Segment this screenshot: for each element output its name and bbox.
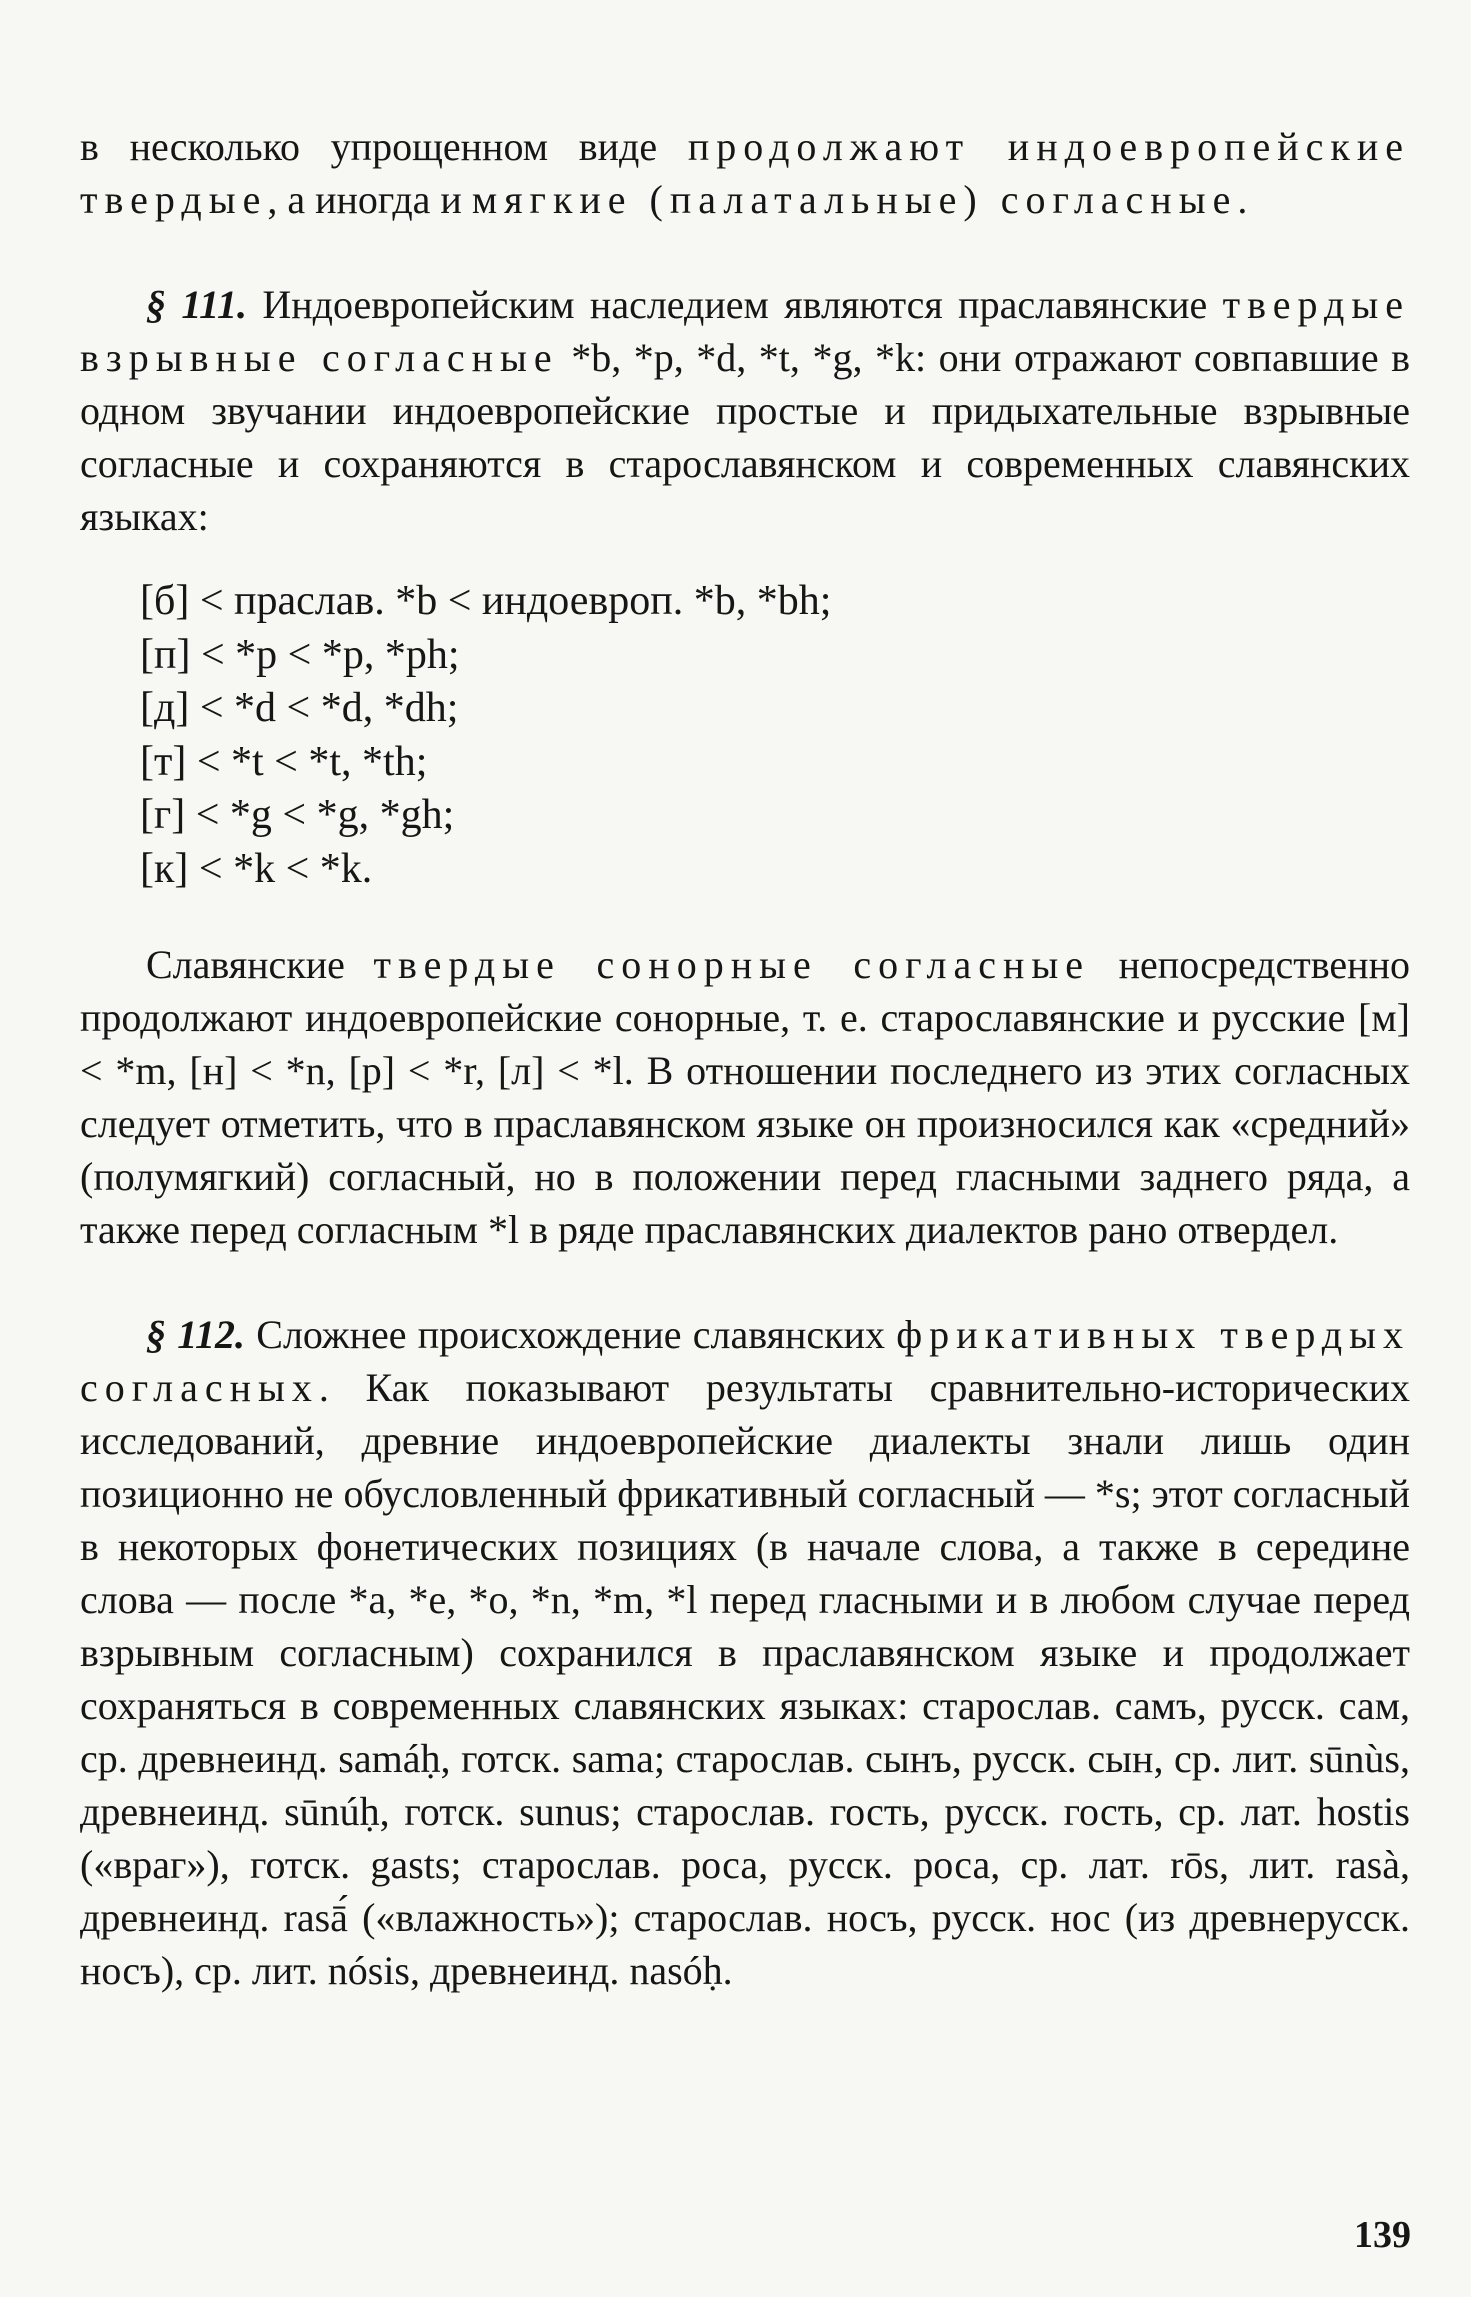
correspondence-line: [п] < *p < *p, *ph;: [140, 631, 460, 678]
intro-spaced-1: продолжают индоевропейские твердые: [80, 124, 1410, 222]
sonorant-spaced: твердые сонорные согласные: [373, 942, 1090, 987]
intro-spaced-2: мягкие (палатальные) согласные: [471, 177, 1238, 222]
correspondence-list: [80, 575, 1410, 896]
correspondence-line: [г] < *g < *g, *gh;: [140, 792, 455, 838]
sonorant-paragraph: [80, 938, 1410, 1256]
page-number: 139: [1354, 2214, 1411, 2256]
section-111-text-2: *b, *p, *d, *t, *g, *k: они отражают совпавшие в одном звучании индоевропейские простые и придыхательные взрывные согласные и сохраняются в старославянском и современных славянских языках:: [80, 335, 1410, 539]
correspondence-line: [к] < *k < *k.: [140, 845, 373, 892]
section-112-text-1: Сложнее происхождение славянских: [245, 1312, 897, 1357]
section-111-paragraph: [80, 278, 1410, 543]
sonorant-text-1: Славянские: [146, 942, 374, 987]
intro-paragraph: [80, 120, 1410, 226]
section-112-spaced: фрикативных твердых согласных: [80, 1312, 1411, 1410]
page-content: [80, 120, 1410, 1997]
correspondence-line: [б] < праслав. *b < индоевроп. *b, *bh;: [140, 578, 832, 624]
section-111-spaced: твердые взрывные согласные: [80, 282, 1410, 380]
intro-text-b: , а иногда и: [267, 177, 472, 222]
intro-text-c: .: [1237, 177, 1248, 222]
section-112-paragraph: [80, 1308, 1410, 1997]
section-111-number: § 111.: [146, 282, 247, 327]
intro-text-a: в несколько упрощенном виде: [80, 124, 688, 169]
section-111-text-1: Индоевропейским наследием являются праславянские: [246, 282, 1223, 327]
correspondence-line: [т] < *t < *t, *th;: [140, 738, 428, 785]
section-112-text-2: . Как показывают результаты сравнительно-исторических исследований, древние индоевропейские диалекты знали лишь один позиционно не обусловленный фрикативный согласный — *s; этот согласный в некоторых фонетических позициях (в начале слова, а также в середине слова — после *a, *e, *o, *n, *m, *l перед гласными и в любом случае перед взрывным согласным) сохранился в праславянском языке и продолжает сохраняться в современных славянских языках: старослав. самъ, русск. сам, ср. древнеинд. samáḥ, готск. sama; старослав. сынъ, русск. сын, ср. лит. sūnùs, древнеинд. sūnúḥ, готск. sunus; старослав. гость, русск. гость, ср. лат. hostis («враг»), готск. gasts; старослав. роса, русск. роса, ср. лат. rōs, лит. rasà, древнеинд. rasā́ («влажность»); старослав. носъ, русск. нос (из древнерусск. носъ), ср. лит. nósis, древнеинд. nasóḥ.: [80, 1365, 1410, 1993]
section-112-number: § 112.: [146, 1312, 246, 1357]
sonorant-text-2: непосредственно продолжают индоевропейские сонорные, т. е. старославянские и русские [м] < *m, [н] < *n, [р] < *r, [л] < *l. В отношении последнего из этих согласных следует отметить, что в праславянском языке он произносился как «средний» (полумягкий) согласный, но в положении перед гласными заднего ряда, а также перед согласным *l в ряде праславянских диалектов рано отвердел.: [80, 942, 1410, 1252]
correspondence-line: [д] < *d < *d, *dh;: [140, 685, 459, 731]
